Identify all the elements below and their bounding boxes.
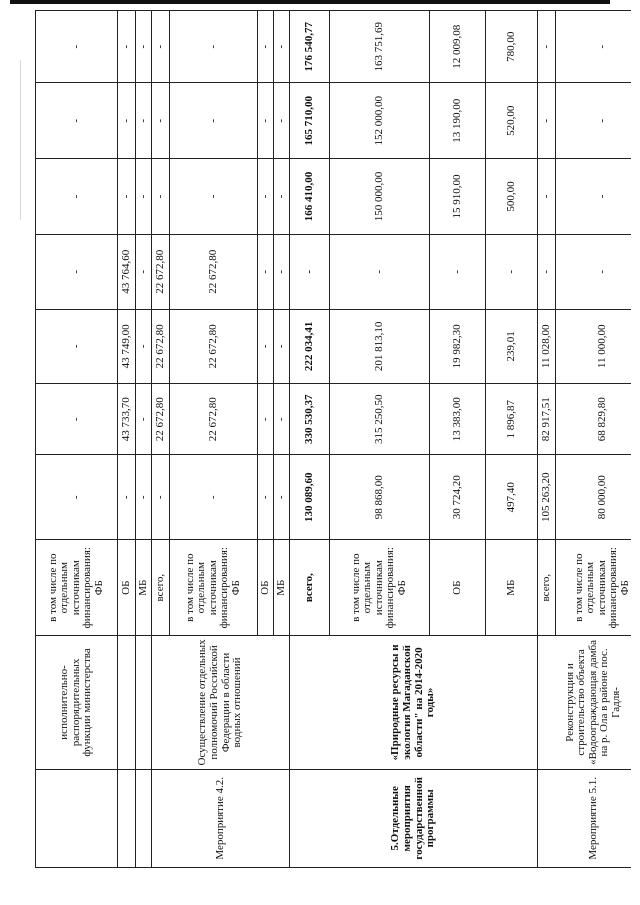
- program-name-cell: Мероприятие 4.2.: [152, 769, 290, 867]
- value-cell: 80 000,00: [556, 455, 632, 540]
- activity-name-cell: [136, 636, 152, 769]
- activity-name-cell: Реконструкция и строительство объекта «Водоограждающая дамба на р. Ола в районе пос. Гадля-: [538, 636, 632, 769]
- value-cell: 22 672,80: [152, 234, 170, 309]
- top-rule: [10, 0, 610, 4]
- value-cell: 98 868,00: [330, 455, 430, 540]
- value-cell: 22 672,80: [152, 309, 170, 384]
- value-cell: 12 009,08: [430, 11, 486, 83]
- value-cell: -: [258, 83, 274, 159]
- value-cell: -: [136, 309, 152, 384]
- funding-source-cell: всего,: [538, 540, 556, 636]
- value-cell: -: [538, 83, 556, 159]
- margin-line: [20, 60, 21, 220]
- funding-source-cell: МБ: [274, 540, 290, 636]
- value-cell: 15 910,00: [430, 159, 486, 235]
- program-name-cell: 5.Отдельные мероприятия государственной программы: [290, 769, 538, 867]
- value-cell: -: [556, 83, 632, 159]
- value-cell: -: [170, 11, 258, 83]
- value-cell: 330 530,37: [290, 384, 330, 455]
- value-cell: 163 751,69: [330, 11, 430, 83]
- value-cell: -: [258, 455, 274, 540]
- table-row: [36, 11, 118, 868]
- value-cell: -: [486, 234, 538, 309]
- activity-name-cell: исполнительно-распорядительных функции министерства: [36, 636, 118, 769]
- value-cell: -: [170, 83, 258, 159]
- value-cell: 22 672,80: [170, 384, 258, 455]
- value-cell: -: [118, 11, 136, 83]
- value-cell: 43 749,00: [118, 309, 136, 384]
- value-cell: -: [274, 83, 290, 159]
- funding-source-cell: в том числе по отдельным источникам финансирования: ФБ: [36, 540, 118, 636]
- value-cell: -: [136, 384, 152, 455]
- value-cell: -: [118, 159, 136, 235]
- value-cell: 105 263,20: [538, 455, 556, 540]
- value-cell: -: [152, 159, 170, 235]
- value-cell: 130 089,60: [290, 455, 330, 540]
- value-cell: -: [556, 11, 632, 83]
- value-cell: -: [330, 234, 430, 309]
- value-cell: 165 710,00: [290, 83, 330, 159]
- value-cell: -: [258, 234, 274, 309]
- value-cell: -: [274, 309, 290, 384]
- value-cell: -: [118, 83, 136, 159]
- value-cell: -: [136, 83, 152, 159]
- value-cell: -: [136, 234, 152, 309]
- funding-source-cell: в том числе по отдельным источникам финансирования: ФБ: [556, 540, 632, 636]
- funding-source-cell: ОБ: [118, 540, 136, 636]
- value-cell: -: [556, 159, 632, 235]
- funding-source-cell: ОБ: [430, 540, 486, 636]
- program-name-cell: Мероприятие 5.1.: [538, 769, 632, 867]
- value-cell: -: [136, 455, 152, 540]
- value-cell: 13 190,00: [430, 83, 486, 159]
- funding-source-cell: в том числе по отдельным источникам финансирования: ФБ: [170, 540, 258, 636]
- value-cell: -: [274, 159, 290, 235]
- value-cell: 497,40: [486, 455, 538, 540]
- value-cell: 239,01: [486, 309, 538, 384]
- value-cell: 13 383,00: [430, 384, 486, 455]
- value-cell: 11 028,00: [538, 309, 556, 384]
- value-cell: -: [136, 159, 152, 235]
- table-row: [290, 11, 330, 868]
- value-cell: 22 672,80: [170, 234, 258, 309]
- value-cell: 166 410,00: [290, 159, 330, 235]
- value-cell: -: [538, 159, 556, 235]
- program-name-cell: [136, 769, 152, 867]
- value-cell: -: [36, 83, 118, 159]
- funding-source-cell: МБ: [136, 540, 152, 636]
- funding-source-cell: МБ: [486, 540, 538, 636]
- rotated-page: [35, 10, 631, 868]
- value-cell: 22 672,80: [170, 309, 258, 384]
- value-cell: -: [170, 455, 258, 540]
- table-row: [152, 11, 170, 868]
- value-cell: -: [136, 11, 152, 83]
- value-cell: -: [538, 11, 556, 83]
- budget-table: [35, 10, 631, 868]
- funding-source-cell: ОБ: [258, 540, 274, 636]
- value-cell: -: [36, 309, 118, 384]
- value-cell: 150 000,00: [330, 159, 430, 235]
- table-row: [136, 11, 152, 868]
- value-cell: 43 764,60: [118, 234, 136, 309]
- value-cell: -: [274, 11, 290, 83]
- value-cell: 780,00: [486, 11, 538, 83]
- value-cell: 152 000,00: [330, 83, 430, 159]
- value-cell: 176 540,77: [290, 11, 330, 83]
- value-cell: 201 813,10: [330, 309, 430, 384]
- activity-name-cell: Осуществление отдельных полномочий Российской Федерации в области водных отношений: [152, 636, 290, 769]
- value-cell: -: [152, 455, 170, 540]
- value-cell: 43 733,70: [118, 384, 136, 455]
- value-cell: -: [36, 384, 118, 455]
- funding-source-cell: всего,: [152, 540, 170, 636]
- value-cell: -: [152, 83, 170, 159]
- value-cell: -: [36, 455, 118, 540]
- activity-name-cell: «Природные ресурсы и экология Магаданской области" на 2014-2020 годы»: [290, 636, 538, 769]
- program-name-cell: [36, 769, 118, 867]
- value-cell: -: [258, 159, 274, 235]
- value-cell: -: [258, 11, 274, 83]
- value-cell: -: [118, 455, 136, 540]
- value-cell: 30 724,20: [430, 455, 486, 540]
- value-cell: 11 000,00: [556, 309, 632, 384]
- funding-source-cell: всего,: [290, 540, 330, 636]
- value-cell: -: [170, 159, 258, 235]
- value-cell: 315 250,50: [330, 384, 430, 455]
- value-cell: 222 034,41: [290, 309, 330, 384]
- value-cell: 22 672,80: [152, 384, 170, 455]
- program-name-cell: [118, 769, 136, 867]
- table-row: [118, 11, 136, 868]
- value-cell: -: [274, 234, 290, 309]
- value-cell: -: [274, 384, 290, 455]
- value-cell: 19 982,30: [430, 309, 486, 384]
- value-cell: -: [258, 309, 274, 384]
- value-cell: -: [258, 384, 274, 455]
- value-cell: -: [430, 234, 486, 309]
- activity-name-cell: [118, 636, 136, 769]
- value-cell: 520,00: [486, 83, 538, 159]
- value-cell: -: [274, 455, 290, 540]
- value-cell: -: [538, 234, 556, 309]
- value-cell: 68 829,80: [556, 384, 632, 455]
- value-cell: -: [36, 234, 118, 309]
- value-cell: -: [36, 11, 118, 83]
- value-cell: 500,00: [486, 159, 538, 235]
- value-cell: -: [36, 159, 118, 235]
- value-cell: -: [152, 11, 170, 83]
- funding-source-cell: в том числе по отдельным источникам финансирования: ФБ: [330, 540, 430, 636]
- value-cell: -: [290, 234, 330, 309]
- value-cell: 82 917,51: [538, 384, 556, 455]
- value-cell: 1 896,87: [486, 384, 538, 455]
- table-row: [538, 11, 556, 868]
- value-cell: -: [556, 234, 632, 309]
